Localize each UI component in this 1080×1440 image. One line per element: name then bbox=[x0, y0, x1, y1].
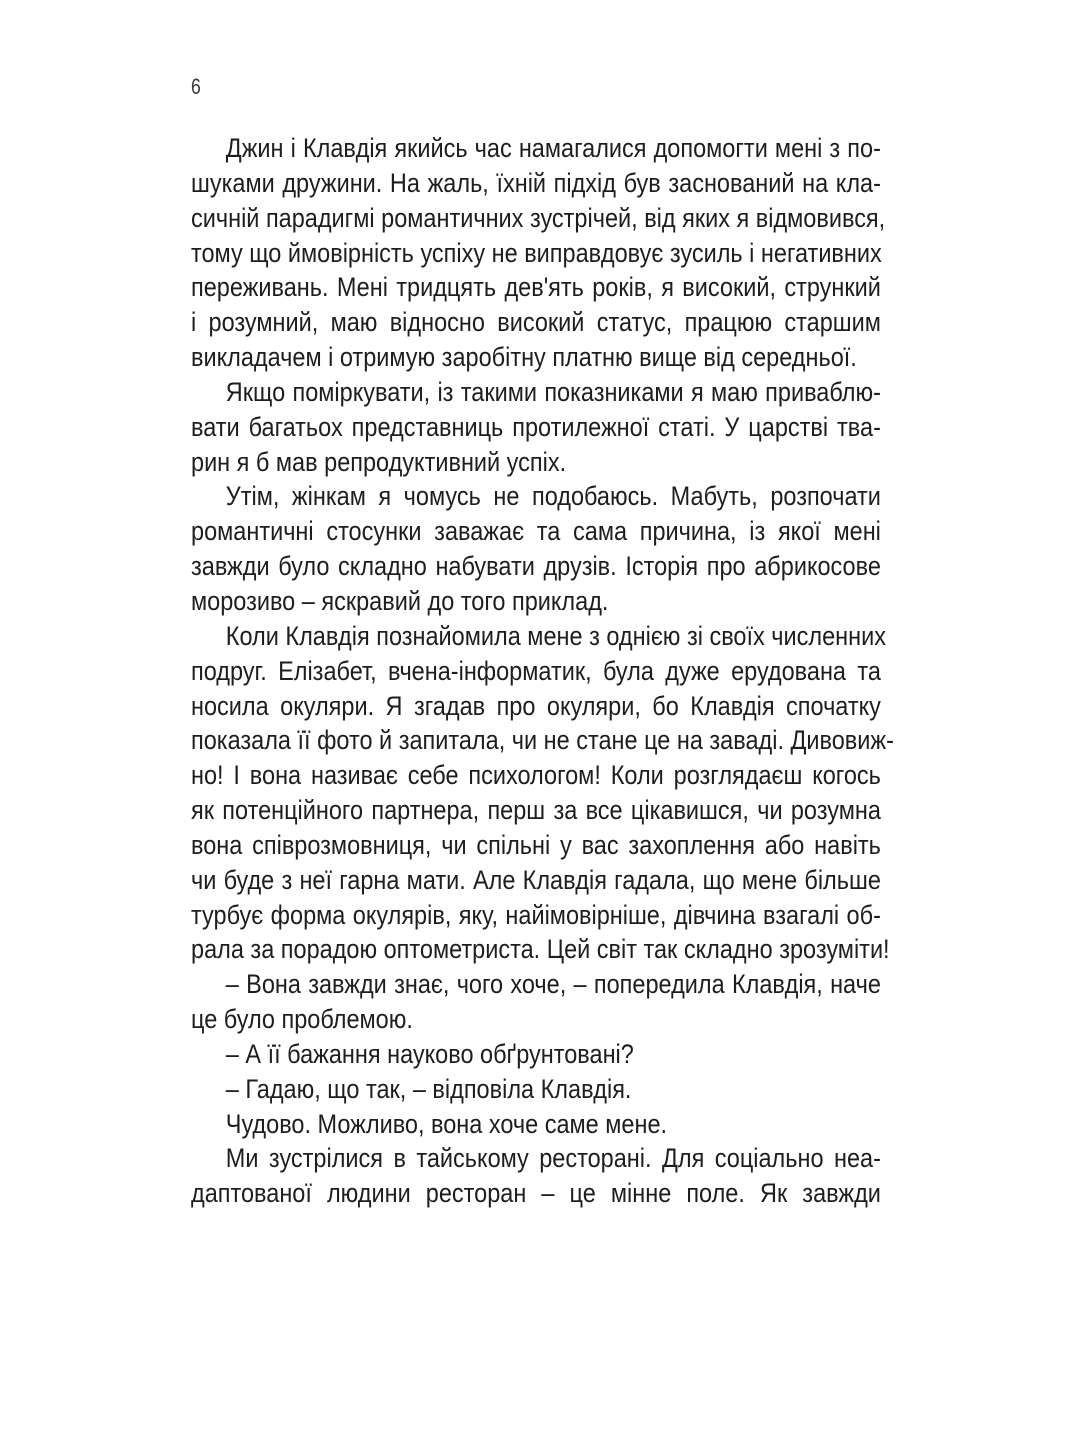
text-line: морозиво – яскравий до того приклад. bbox=[191, 585, 609, 616]
text-line: Ми зустрілися в тайському ресторані. Для соціально неа- bbox=[225, 1143, 881, 1174]
text-line: Якщо поміркувати, із такими показниками я маю приваблю- bbox=[225, 376, 881, 407]
text-line: Утім, жінкам я чомусь не подобаюсь. Мабуть, розпочати bbox=[225, 481, 881, 512]
text-line: тому що ймовірність успіху не виправдовує зусиль і негативних bbox=[191, 237, 882, 268]
text-line: рала за порадою оптометриста. Цей світ так складно зрозуміти! bbox=[191, 934, 890, 965]
text-line: це було проблемою. bbox=[191, 1004, 413, 1035]
text-line: Чудово. Можливо, вона хоче саме мене. bbox=[225, 1108, 668, 1139]
text-line: рин я б мав репродуктивний успіх. bbox=[191, 446, 567, 477]
text-line: романтичні стосунки заважає та сама причина, із якої мені bbox=[191, 516, 881, 547]
text-line: Коли Клавдія познайомила мене з однією зі своїх численних bbox=[225, 620, 886, 651]
text-line: як потенційного партнера, перш за все цікавишся, чи розумна bbox=[191, 795, 881, 826]
text-line: чи буде з неї гарна мати. Але Клавдія гадала, що мене більше bbox=[191, 864, 881, 895]
text-line: сичній парадигмі романтичних зустрічей, від яких я відмовився, bbox=[191, 202, 886, 233]
text-line: – А її бажання науково обґрунтовані? bbox=[225, 1038, 634, 1069]
text-line: носила окуляри. Я згадав про окуляри, бо Клавдія спочатку bbox=[191, 690, 881, 721]
page-number: 6 bbox=[191, 74, 201, 99]
text-line: – Гадаю, що так, – відповіла Клавдія. bbox=[225, 1073, 632, 1104]
text-line: шуками дружини. На жаль, їхній підхід був заснований на кла- bbox=[191, 167, 881, 198]
body-text bbox=[191, 131, 894, 1211]
text-line: і розумний, маю відносно високий статус, працюю старшим bbox=[191, 307, 881, 338]
text-line: Джин і Клавдія якийсь час намагалися допомогти мені з по- bbox=[225, 133, 881, 163]
text-line: турбує форма окулярів, яку, найімовірніше, дівчина взагалі об- bbox=[191, 899, 881, 930]
text-line: переживань. Мені тридцять дев'ять років, я високий, стрункий bbox=[191, 272, 881, 303]
text-line: даптованої людини ресторан – це мінне поле. Як завжди bbox=[191, 1178, 881, 1209]
text-line: – Вона завжди знає, чого хоче, – попередила Клавдія, наче bbox=[225, 969, 881, 1000]
text-line: показала її фото й запитала, чи не стане це на заваді. Дивовиж- bbox=[191, 725, 894, 756]
text-line: викладачем і отримую заробітну платню вище від середньої. bbox=[191, 342, 857, 373]
text-line: подруг. Елізабет, вчена-інформатик, була дуже ерудована та bbox=[191, 655, 881, 686]
text-line: вона співрозмовниця, чи спільні у вас захоплення або навіть bbox=[191, 829, 881, 860]
text-line: вати багатьох представниць протилежної статі. У царстві тва- bbox=[191, 411, 881, 442]
text-line: завжди було складно набувати друзів. Історія про абрикосове bbox=[191, 551, 881, 582]
text-line: но! І вона називає себе психологом! Коли розглядаєш когось bbox=[191, 760, 881, 791]
